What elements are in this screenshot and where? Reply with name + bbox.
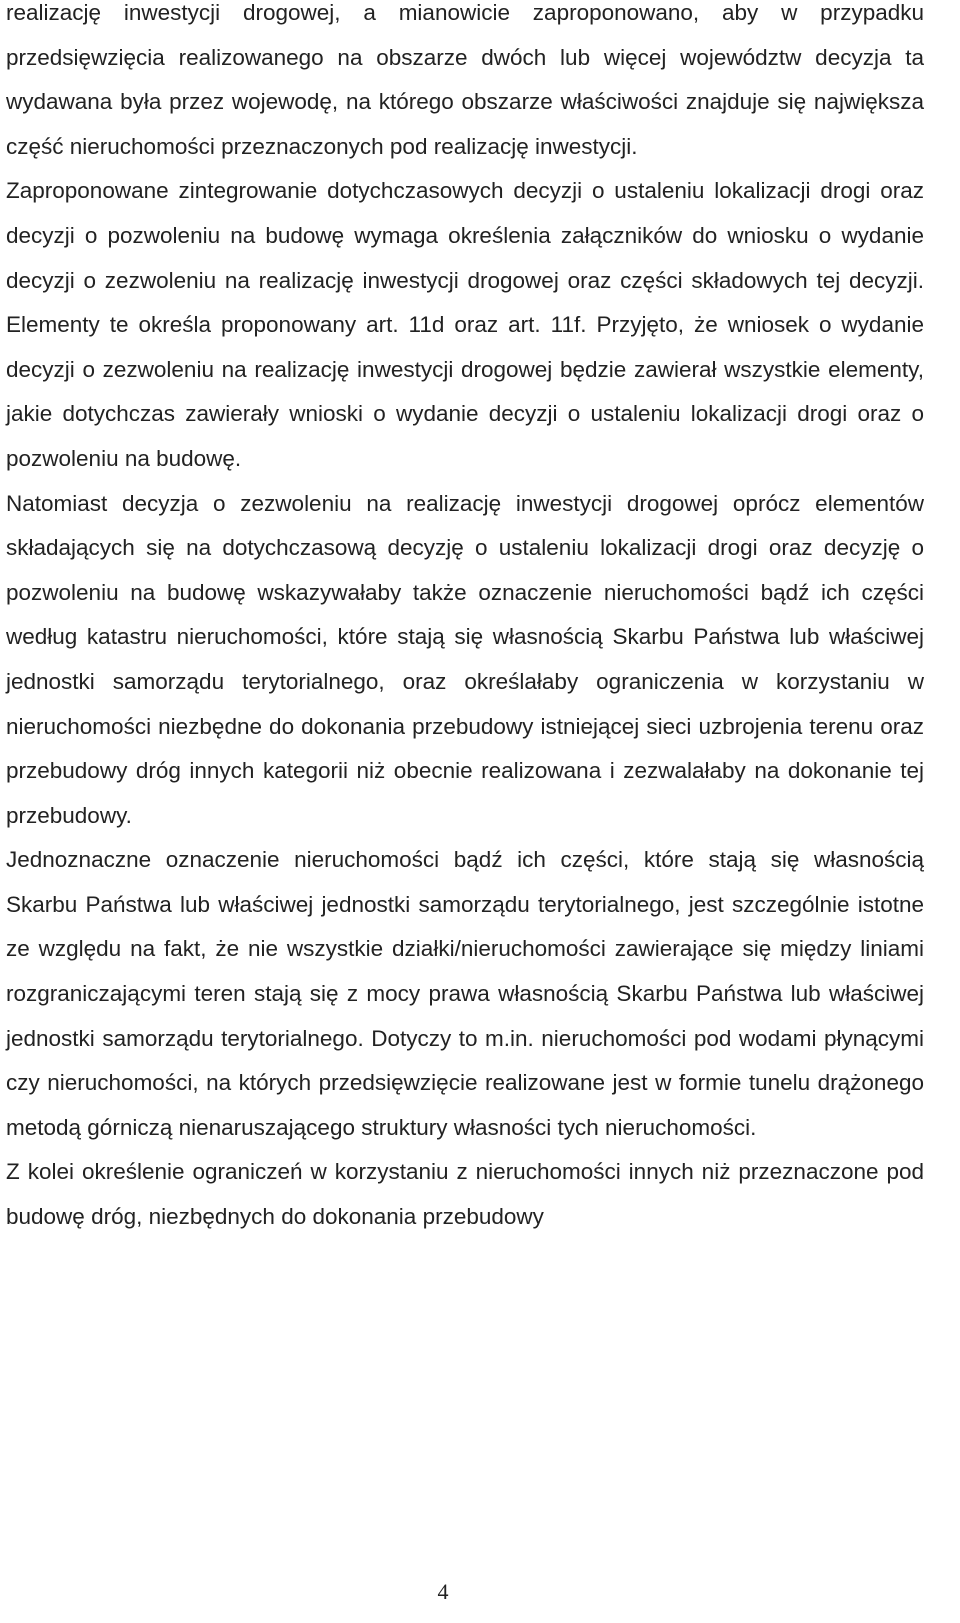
paragraph-5: Z kolei określenie ograniczeń w korzystaniu z nieruchomości innych niż przeznaczone pod budowę dróg, niezbędnych do dokonania przebudowy (6, 1159, 924, 1230)
paragraph-1: realizację inwestycji drogowej, a mianowicie zaproponowano, aby w przypadku przedsięwzięcia realizowanego na obszarze dwóch lub więcej województw decyzja ta wydawana była przez wojewodę, na którego obszarze właściwości znajduje się największa część nieruchomości przeznaczonych pod realizację inwestycji. (6, 0, 924, 159)
paragraph-2: Zaproponowane zintegrowanie dotychczasowych decyzji o ustaleniu lokalizacji drogi oraz decyzji o pozwoleniu na budowę wymaga określenia załączników do wniosku o wydanie decyzji o zezwoleniu na realizację inwestycji drogowej oraz części składowych tej decyzji. Elementy te określa proponowany art. 11d oraz art. 11f. Przyjęto, że wniosek o wydanie decyzji o zezwoleniu na realizację inwestycji drogowej będzie zawierał wszystkie elementy, jakie dotychczas zawierały wnioski o wydanie decyzji o ustaleniu lokalizacji drogi oraz o pozwoleniu na budowę. (6, 178, 924, 471)
document-page (6, 0, 924, 1240)
paragraph-4: Jednoznaczne oznaczenie nieruchomości bądź ich części, które stają się własnością Skarbu Państwa lub właściwej jednostki samorządu terytorialnego, jest szczególnie istotne ze względu na fakt, że nie wszystkie działki/nieruchomości zawierające się między liniami rozgraniczającymi teren stają się z mocy prawa własnością Skarbu Państwa lub właściwej jednostki samorządu terytorialnego. Dotyczy to m.in. nieruchomości pod wodami płynącymi czy nieruchomości, na których przedsięwzięcie realizowane jest w formie tunelu drążonego metodą górniczą nienaruszającego struktury własności tych nieruchomości. (6, 847, 924, 1140)
paragraph-3: Natomiast decyzja o zezwoleniu na realizację inwestycji drogowej oprócz elementów składających się na dotychczasową decyzję o ustaleniu lokalizacji drogi oraz decyzję o pozwoleniu na budowę wskazywałaby także oznaczenie nieruchomości bądź ich części według katastru nieruchomości, które stają się własnością Skarbu Państwa lub właściwej jednostki samorządu terytorialnego, oraz określałaby ograniczenia w korzystaniu w nieruchomości niezbędne do dokonania przebudowy istniejącej sieci uzbrojenia terenu oraz przebudowy dróg innych kategorii niż obecnie realizowana i zezwalałaby na dokonanie tej przebudowy. (6, 490, 924, 828)
page-number: 4 (437, 1579, 449, 1604)
